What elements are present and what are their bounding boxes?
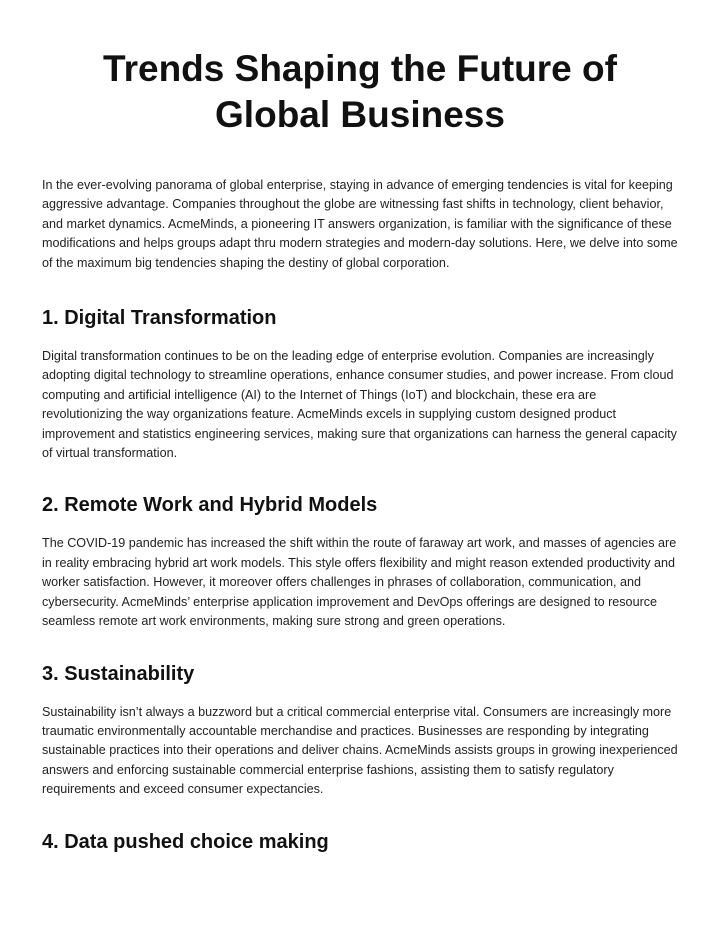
section-heading-data-driven: 4. Data pushed choice making xyxy=(42,830,329,853)
section-heading-remote-work: 2. Remote Work and Hybrid Models xyxy=(42,494,378,517)
document-title: Trends Shaping the Future of Global Business xyxy=(103,48,617,135)
intro-paragraph: In the ever-evolving panorama of global enterprise, staying in advance of emerging tendencies is vital for keeping aggressive advantage. Companies throughout the globe are witnessing fast shifts in technology, client behavior, and market dynamics. AcmeMinds, a pioneering IT answers organization, is familiar with the significance of these modifications and helps groups adapt thru modern strategies and modern-day solutions. Here, we delve into some of the maximum big tendencies shaping the destiny of global corporation. xyxy=(42,178,678,270)
section-body-remote-work: The COVID-19 pandemic has increased the shift within the route of faraway art work, and masses of agencies are in reality embracing hybrid art work models. This style offers flexibility and might reason extended productivity and worker satisfaction. However, it moreover offers challenges in phrases of collaboration, communication, and cybersecurity. AcmeMinds’ enterprise application improvement and DevOps offerings are designed to resource seamless remote art work environments, making sure strong and green operations. xyxy=(42,536,677,629)
section-heading-sustainability: 3. Sustainability xyxy=(42,662,195,685)
section-body-digital-transformation: Digital transformation continues to be on the leading edge of enterprise evolution. Companies are increasingly adopting digital technology to streamline operations, enhance consumer studies, and power increase. From cloud computing and artificial intelligence (AI) to the Internet of Things (IoT) and blockchain, these era are revolutionizing the way organizations feature. AcmeMinds excels in supplying custom designed product improvement and statistics engineering services, making sure that organizations can harness the general capacity of virtual transformation. xyxy=(42,349,677,461)
section-body-sustainability: Sustainability isn’t always a buzzword but a critical commercial enterprise vital. Consumers are increasingly more traumatic environmentally accountable merchandise and practices. Businesses are responding by integrating sustainable practices into their operations and deliver chains. AcmeMinds assists groups in growing inexperienced answers and enforcing sustainable commercial enterprise fashions, assisting them to satisfy regulatory requirements and exceed consumer expectancies. xyxy=(42,704,678,797)
section-heading-digital-transformation: 1. Digital Transformation xyxy=(42,307,277,330)
